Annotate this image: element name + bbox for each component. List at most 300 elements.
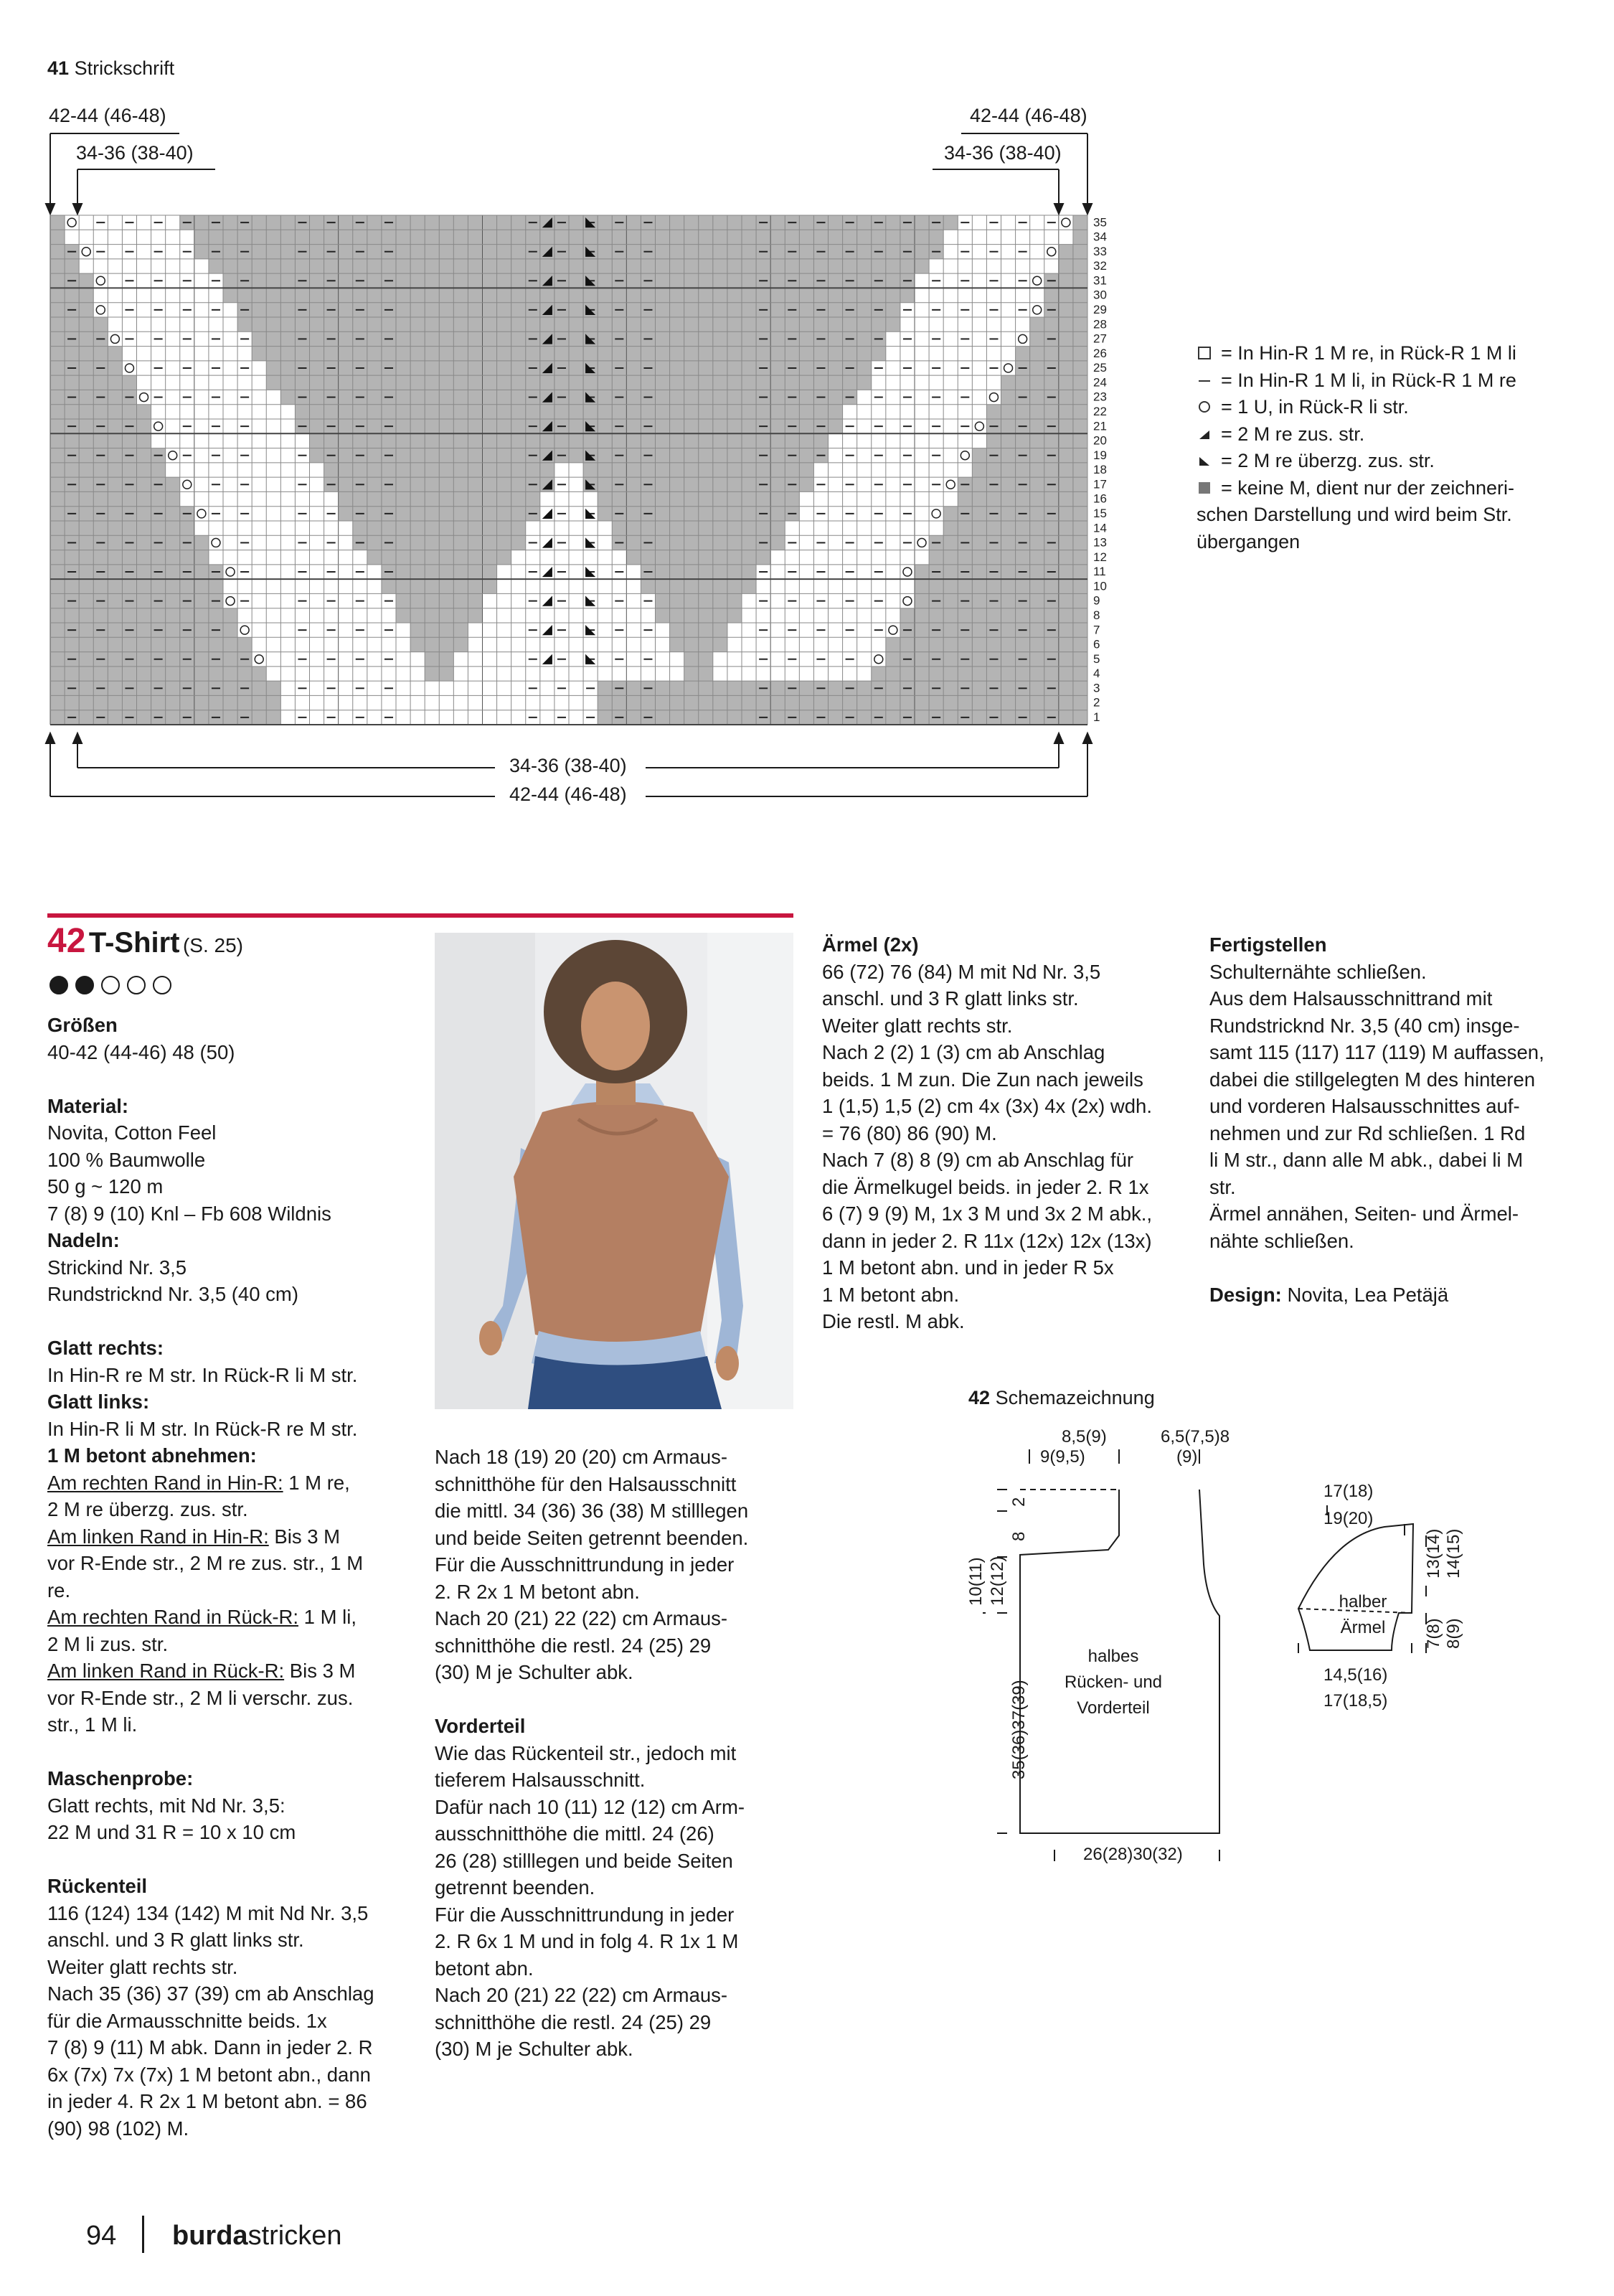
text-line <box>435 1820 793 1848</box>
body-text: getrennt beenden. <box>435 1876 595 1899</box>
legend-text: = In Hin-R 1 M re, in Rück-R 1 M li <box>1221 342 1516 364</box>
text-line <box>1209 1012 1582 1040</box>
gray-cell-block <box>50 623 237 637</box>
yarn-over-circle <box>96 306 105 314</box>
row-number: 9 <box>1093 593 1100 608</box>
text-line <box>435 1605 793 1632</box>
yarn-over-circle <box>1004 364 1013 372</box>
gray-cell-block <box>50 433 151 448</box>
section-heading <box>47 1093 406 1120</box>
yarn-over-circle <box>125 364 133 372</box>
underlined-text: Am linken Rand in Hin-R: <box>47 1525 269 1548</box>
body-text: 116 (124) 134 (142) M mit Nd Nr. 3,5 <box>47 1901 369 1924</box>
text-line <box>435 1740 793 1767</box>
heading-text: Nadeln: <box>47 1229 120 1251</box>
yarn-over-circle <box>197 509 206 518</box>
yarn-over-circle <box>874 655 883 664</box>
legend-item <box>1197 421 1516 448</box>
pattern-page-ref: (S. 25) <box>182 934 243 956</box>
column-1 <box>47 1012 406 2142</box>
yarn-over-circle <box>140 393 148 402</box>
text-line <box>435 2009 793 2036</box>
gray-cell-block <box>50 288 93 302</box>
text-line <box>1209 1039 1582 1066</box>
body-text: 100 % Baumwolle <box>47 1148 206 1171</box>
body-text: 66 (72) 76 (84) M mit Nd Nr. 3,5 <box>822 960 1101 983</box>
body-text: Nach 20 (21) 22 (22) cm Armaus- <box>435 1984 728 2006</box>
spacer <box>47 1846 406 1873</box>
body-text: schnitthöhe für den Halsausschnitt <box>435 1472 737 1495</box>
k2tog-triangle <box>542 625 552 635</box>
body-text: und beide Seiten getrennt beenden. <box>435 1526 749 1549</box>
text-line <box>47 1657 406 1685</box>
size-label-inner-right: 34-36 (38-40) <box>944 142 1062 164</box>
body-text: die Ärmelkugel beids. in jeder 2. R 1x <box>822 1175 1149 1198</box>
text-line <box>47 2088 406 2115</box>
row-number: 16 <box>1093 491 1107 506</box>
text-line <box>47 1550 406 1577</box>
body-text: 2. R 6x 1 M und in folg 4. R 1x 1 M <box>435 1930 739 1952</box>
body-label-2: Rücken- und <box>1064 1672 1163 1692</box>
chart-legend <box>1197 340 1516 555</box>
text-line <box>47 1039 406 1066</box>
yarn-over-circle <box>1019 334 1027 343</box>
body-text: Rundstricknd Nr. 3,5 (40 cm) <box>47 1283 298 1305</box>
text-line <box>435 1848 793 1875</box>
row-number: 32 <box>1093 259 1107 273</box>
text-line <box>435 1578 793 1606</box>
dim-sleeve-top-1: 17(18) <box>1323 1482 1374 1501</box>
dim-left-8: 8 <box>1009 1531 1029 1541</box>
text-line <box>47 1980 406 2008</box>
row-number: 24 <box>1093 375 1107 390</box>
column-3 <box>822 931 1195 1335</box>
body-text: samt 115 (117) 117 (119) M auffassen, <box>1209 1041 1544 1063</box>
body-text: Strickind Nr. 3,5 <box>47 1256 187 1279</box>
difficulty-dot-empty <box>154 977 171 994</box>
body-text: in jeder 4. R 2x 1 M betont abn. = 86 <box>47 2090 367 2112</box>
column-4 <box>1209 931 1582 1308</box>
dash-icon <box>1197 371 1215 390</box>
chart-label: Strickschrift <box>74 57 175 79</box>
text-line <box>47 1577 406 1604</box>
heading-text: Vorderteil <box>435 1715 526 1737</box>
body-text: nähte schließen. <box>1209 1229 1354 1252</box>
yarn-over-circle <box>183 480 192 489</box>
text-line <box>435 1444 793 1471</box>
text-line <box>1209 1066 1582 1093</box>
gray-cell-block <box>872 667 1087 681</box>
gray-cell-block <box>900 608 1087 623</box>
row-number: 26 <box>1093 346 1107 360</box>
yarn-over-circle <box>889 626 897 634</box>
k2tog-triangle <box>542 509 552 519</box>
text-line <box>822 1012 1195 1040</box>
row-number: 2 <box>1093 695 1100 710</box>
row-number: 27 <box>1093 331 1107 346</box>
text-line <box>47 1496 406 1523</box>
underlined-text: Am rechten Rand in Hin-R: <box>47 1471 283 1494</box>
text-line <box>435 1525 793 1552</box>
yarn-over-circle <box>169 451 177 460</box>
text-line <box>1209 959 1582 986</box>
section-heading <box>47 1388 406 1416</box>
schematic-title <box>968 1387 1155 1409</box>
legend-text: = 1 U, in Rück-R li str. <box>1221 396 1409 418</box>
body-text: anschl. und 3 R glatt links str. <box>822 987 1079 1010</box>
yarn-over-circle <box>903 597 912 606</box>
body-text: Für die Ausschnittrundung in jeder <box>435 1903 735 1926</box>
yarn-over-circle <box>226 568 235 576</box>
size-label-outer-bottom: 42-44 (46-48) <box>509 784 627 805</box>
difficulty-dot-filled <box>76 977 93 994</box>
heading-text: Design: <box>1209 1283 1282 1306</box>
body-text: Dafür nach 10 (11) 12 (12) cm Arm- <box>435 1795 745 1818</box>
legend-text: = 2 M re überzg. zus. str. <box>1221 450 1435 471</box>
text-line <box>435 1551 793 1578</box>
body-text: Nach 20 (21) 22 (22) cm Armaus- <box>435 1607 728 1629</box>
size-label-inner-bottom: 34-36 (38-40) <box>509 755 627 776</box>
body-text: str., 1 M li. <box>47 1713 138 1736</box>
text-line <box>47 1926 406 1954</box>
dim-sleeve-right-3: 7(8) <box>1424 1618 1443 1649</box>
circle-icon <box>1197 397 1215 416</box>
chart-row-numbers <box>1093 215 1107 724</box>
legend-continuation: schen Darstellung und wird beim Str. <box>1197 504 1512 525</box>
heading-text: Größen <box>47 1014 118 1036</box>
yarn-over-circle <box>1033 276 1042 285</box>
gray-cell-block <box>1073 215 1087 230</box>
row-number: 35 <box>1093 215 1107 230</box>
pattern-heading <box>47 921 243 961</box>
heading-text: Material: <box>47 1094 129 1117</box>
yarn-over-circle <box>67 218 76 227</box>
text-line <box>435 1982 793 2009</box>
gray-cell-block <box>50 361 122 375</box>
gray-cell-block <box>929 535 1087 550</box>
body-text: 7 (8) 9 (11) M abk. Dann in jeder 2. R <box>47 2036 373 2059</box>
text-line <box>47 2061 406 2089</box>
row-number: 31 <box>1093 273 1107 288</box>
text-line <box>47 2115 406 2142</box>
body-text: In Hin-R re M str. In Rück-R li M str. <box>47 1363 358 1386</box>
text-line <box>1209 985 1582 1012</box>
underlined-text: Am rechten Rand in Rück-R: <box>47 1606 298 1628</box>
row-number: 29 <box>1093 303 1107 316</box>
heading-text: Glatt rechts: <box>47 1337 164 1359</box>
k2tog-triangle <box>542 537 552 547</box>
body-text: anschl. und 3 R glatt links str. <box>47 1929 304 1951</box>
body-text: Novita, Lea Petäjä <box>1281 1283 1449 1306</box>
row-number: 21 <box>1093 419 1107 433</box>
gray-cell-block <box>958 491 1087 506</box>
text-line <box>1209 1147 1582 1174</box>
body-text: Aus dem Halsausschnittrand mit <box>1209 987 1493 1010</box>
body-text: ausschnitthöhe die mittl. 24 (26) <box>435 1822 714 1845</box>
section-heading <box>47 1442 406 1469</box>
body-text: schnitthöhe die restl. 24 (25) 29 <box>435 2010 712 2033</box>
legend-item <box>1197 394 1516 421</box>
body-text: vor R-Ende str., 2 M re zus. str., 1 M <box>47 1552 364 1574</box>
body-text: 1 M betont abn. <box>822 1283 960 1306</box>
body-text: 7 (8) 9 (10) Knl – Fb 608 Wildnis <box>47 1202 331 1225</box>
spacer <box>47 1739 406 1766</box>
text-line <box>47 1200 406 1228</box>
yarn-over-circle <box>989 393 998 402</box>
text-line <box>47 1631 406 1658</box>
body-text: 1 M re, <box>283 1471 350 1494</box>
body-text: (90) 98 (102) M. <box>47 2117 189 2140</box>
section-heading <box>47 1765 406 1792</box>
body-text: Weiter glatt rechts str. <box>822 1014 1013 1037</box>
difficulty-rating <box>47 973 191 997</box>
k2tog-triangle <box>542 654 552 664</box>
row-number: 33 <box>1093 244 1107 258</box>
row-number: 23 <box>1093 390 1107 404</box>
left-triangle-icon <box>1197 425 1215 443</box>
legend-text: = 2 M re zus. str. <box>1221 423 1365 445</box>
yarn-over-circle <box>255 655 263 664</box>
body-text: und vorderen Halsausschnittes auf- <box>1209 1095 1520 1117</box>
yarn-over-circle <box>917 538 926 547</box>
legend-item <box>1197 340 1516 367</box>
section-heading <box>1209 931 1582 959</box>
body-text: (30) M je Schulter abk. <box>435 2038 633 2060</box>
k2tog-triangle <box>542 567 552 577</box>
section-heading <box>47 1335 406 1362</box>
text-line <box>435 2036 793 2063</box>
heading-text: Maschenprobe: <box>47 1767 194 1789</box>
spacer <box>47 1308 406 1335</box>
gray-cell-block <box>50 608 237 623</box>
text-line <box>47 1362 406 1389</box>
body-text: 1 (1,5) 1,5 (2) cm 4x (3x) 4x (2x) wdh. <box>822 1095 1152 1117</box>
dim-sleeve-top-2: 19(20) <box>1323 1509 1374 1528</box>
text-line <box>1209 1174 1582 1201</box>
yarn-over-circle <box>903 568 912 576</box>
page-number: 94 <box>86 2221 117 2251</box>
text-line <box>435 1955 793 1982</box>
sleeve-label-1: halber <box>1339 1592 1387 1612</box>
body-text: vor R-Ende str., 2 M li verschr. zus. <box>47 1686 354 1709</box>
text-line <box>47 1819 406 1846</box>
schematic-number: 42 <box>968 1387 991 1408</box>
text-line <box>47 2034 406 2061</box>
spacer <box>1209 1254 1582 1281</box>
yarn-over-circle <box>240 626 249 634</box>
body-text: dabei die stillgelegten M des hinteren <box>1209 1068 1536 1091</box>
text-line <box>47 1469 406 1497</box>
difficulty-dot-filled <box>50 977 67 994</box>
yarn-over-circle <box>1062 218 1070 227</box>
body-text: In Hin-R li M str. In Rück-R re M str. <box>47 1417 358 1440</box>
footer-divider <box>142 2216 144 2253</box>
body-text: Die restl. M abk. <box>822 1310 965 1332</box>
text-line <box>435 1497 793 1525</box>
pattern-title: T-Shirt <box>88 927 180 959</box>
text-line <box>47 1954 406 1981</box>
body-text: 26 (28) stilllegen und beide Seiten <box>435 1849 733 1872</box>
body-text: nehmen und zur Rd schließen. 1 Rd <box>1209 1121 1526 1144</box>
yarn-over-circle <box>110 334 119 343</box>
legend-item <box>1197 475 1516 502</box>
yarn-over-circle <box>946 480 955 489</box>
yarn-over-circle <box>212 538 220 547</box>
yarn-over-circle <box>932 509 940 518</box>
text-line <box>47 1900 406 1927</box>
body-text: Bis 3 M <box>284 1660 356 1682</box>
dim-sleeve-right-2: 14(15) <box>1444 1528 1463 1578</box>
body-text: 40-42 (44-46) 48 (50) <box>47 1040 235 1063</box>
row-number: 22 <box>1093 405 1107 418</box>
legend-text: = keine M, dient nur der zeichneri- <box>1221 476 1514 499</box>
dim-neck-sub: (9) <box>1176 1447 1198 1467</box>
body-text: Rundstricknd Nr. 3,5 (40 cm) insge- <box>1209 1014 1520 1037</box>
dim-shoulder-top: 8,5(9) <box>1062 1427 1107 1446</box>
spacer <box>47 1065 406 1093</box>
section-heading <box>435 1713 793 1740</box>
dim-armhole-1: 10(11) <box>966 1557 986 1606</box>
text-line <box>822 1308 1195 1335</box>
dim-sleeve-bottom-2: 17(18,5) <box>1323 1691 1388 1711</box>
body-text: 1 M li, <box>298 1606 357 1628</box>
brand <box>172 2221 341 2252</box>
heading-text: Ärmel (2x) <box>822 933 919 956</box>
body-text: 22 M und 31 R = 10 x 10 cm <box>47 1821 296 1843</box>
yarn-over-circle <box>975 422 983 430</box>
body-text: 6x (7x) 7x (7x) 1 M betont abn., dann <box>47 2063 371 2086</box>
gray-cell-block <box>986 419 1087 433</box>
dim-shoulder-sub: 9(9,5) <box>1040 1447 1085 1467</box>
body-text: tieferem Halsausschnitt. <box>435 1769 646 1791</box>
yarn-over-circle <box>226 597 235 606</box>
text-line <box>47 1173 406 1200</box>
yarn-over-circle <box>82 248 90 256</box>
gray-cell-block <box>1073 230 1087 244</box>
row-number: 15 <box>1093 507 1107 520</box>
body-text: dann in jeder 2. R 11x (12x) 12x (13x) <box>822 1229 1152 1252</box>
body-label-3: Vorderteil <box>1077 1698 1150 1718</box>
body-text: Novita, Cotton Feel <box>47 1121 217 1144</box>
section-heading <box>47 1012 406 1039</box>
text-line <box>822 1200 1195 1228</box>
text-line <box>822 1093 1195 1120</box>
heading-text: Fertigstellen <box>1209 933 1327 956</box>
row-number: 28 <box>1093 317 1107 331</box>
text-line <box>435 1659 793 1686</box>
body-text: Schulternähte schließen. <box>1209 960 1427 983</box>
body-text: die mittl. 34 (36) 36 (38) M stilllegen <box>435 1500 749 1522</box>
text-line <box>47 1711 406 1739</box>
section-heading <box>47 1873 406 1900</box>
empty-square-icon <box>1197 344 1215 362</box>
body-text: betont abn. <box>435 1957 534 1980</box>
text-line <box>435 1928 793 1955</box>
dim-neck-top: 6,5(7,5)8 <box>1161 1427 1230 1446</box>
body-label-1: halbes <box>1087 1647 1139 1666</box>
size-label-inner-left: 34-36 (38-40) <box>76 142 194 164</box>
row-number: 19 <box>1093 448 1107 462</box>
text-line <box>47 1685 406 1712</box>
underlined-text: Am linken Rand in Rück-R: <box>47 1660 285 1682</box>
body-text: Weiter glatt rechts str. <box>47 1955 238 1978</box>
filled-square-icon <box>1197 479 1215 497</box>
row-number: 20 <box>1093 433 1107 448</box>
text-line <box>1209 1228 1582 1255</box>
body-text: Glatt rechts, mit Nd Nr. 3,5: <box>47 1794 285 1817</box>
difficulty-dot-empty <box>128 977 145 994</box>
pattern-number: 42 <box>47 922 86 960</box>
row-number: 11 <box>1093 565 1106 579</box>
body-text: beids. 1 M zun. Die Zun nach jeweils <box>822 1068 1143 1091</box>
body-text: 2 M re überzg. zus. str. <box>47 1498 248 1520</box>
text-line <box>47 1523 406 1551</box>
text-line <box>822 1174 1195 1201</box>
text-line <box>822 1147 1195 1174</box>
text-line <box>47 1792 406 1820</box>
row-number: 30 <box>1093 288 1107 302</box>
gray-cell-block <box>50 347 122 361</box>
body-text: Ärmel annähen, Seiten- und Ärmel- <box>1209 1203 1519 1225</box>
dim-sleeve-right-4: 8(9) <box>1444 1618 1463 1649</box>
body-text: 1 M betont abn. und in jeder R 5x <box>822 1256 1114 1279</box>
brand-bold: burda <box>172 2221 248 2251</box>
section-heading <box>1209 1281 1582 1309</box>
text-line <box>435 1766 793 1794</box>
text-line <box>47 1281 406 1308</box>
row-number: 14 <box>1093 521 1107 535</box>
row-number: 25 <box>1093 361 1107 375</box>
gray-cell-block <box>50 405 151 419</box>
section-heading <box>47 1227 406 1254</box>
text-line <box>435 1874 793 1901</box>
heading-text: Rückenteil <box>47 1875 148 1897</box>
body-text: Nach 7 (8) 8 (9) cm ab Anschlag für <box>822 1149 1134 1171</box>
yarn-over-circle <box>154 422 163 430</box>
text-line <box>1209 1200 1582 1228</box>
body-text: Nach 2 (2) 1 (3) cm ab Anschlag <box>822 1041 1105 1063</box>
right-triangle-icon <box>1197 451 1215 470</box>
gray-cell-block <box>1044 288 1087 302</box>
body-text: Nach 18 (19) 20 (20) cm Armaus- <box>435 1446 728 1468</box>
row-number: 6 <box>1093 637 1100 651</box>
body-text: Nach 35 (36) 37 (39) cm ab Anschlag <box>47 1982 374 2005</box>
text-line <box>822 1281 1195 1309</box>
body-text: li M str., dann alle M abk., dabei li M <box>1209 1149 1524 1171</box>
body-text: str. <box>1209 1175 1236 1198</box>
text-line <box>435 1632 793 1660</box>
row-number: 8 <box>1093 608 1100 622</box>
size-label-outer-right: 42-44 (46-48) <box>970 105 1087 126</box>
dim-body-height: 35(36)37(39) <box>1009 1680 1029 1779</box>
gray-cell-block <box>929 550 1087 565</box>
dim-armhole-2: 12(12) <box>988 1556 1007 1606</box>
legend-text: = In Hin-R 1 M li, in Rück-R 1 M re <box>1221 369 1516 391</box>
schematic-drawing <box>961 1421 1478 1866</box>
text-line <box>1209 1093 1582 1120</box>
text-line <box>822 1120 1195 1147</box>
spacer <box>435 1686 793 1713</box>
text-line <box>47 1147 406 1174</box>
row-number: 17 <box>1093 477 1107 491</box>
text-line <box>47 1604 406 1631</box>
dim-bottom-width: 26(28)30(32) <box>1083 1845 1183 1864</box>
text-line <box>47 1416 406 1443</box>
brand-rest: stricken <box>247 2221 342 2251</box>
row-number: 34 <box>1093 230 1107 244</box>
legend-continuation: übergangen <box>1197 530 1301 552</box>
heading-text: 1 M betont abnehmen: <box>47 1444 257 1467</box>
